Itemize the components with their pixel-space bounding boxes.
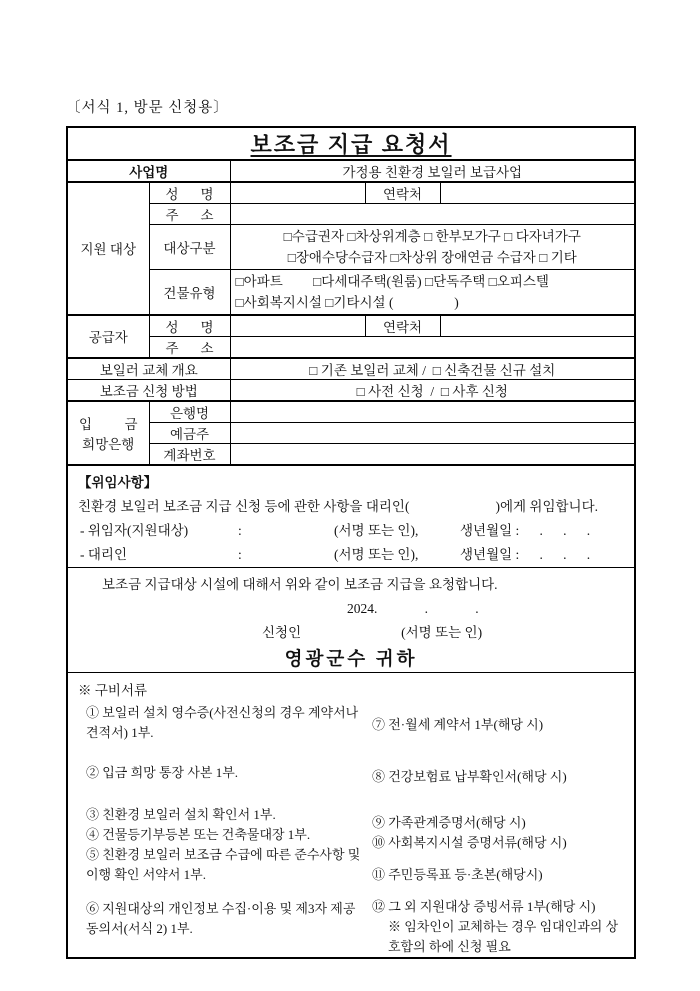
building-type-label: 건물유형 [149,270,230,315]
bank-name-label: 은행명 [149,401,230,423]
bank-group-line-1: 입 금 [79,416,138,432]
form-title: 보조금 지급 요청서 [250,132,452,157]
delegator-birthdate-label: 생년월일 : [460,522,520,538]
document-item-12: ⑫ 그 외 지원대상 증빙서류 1부(해당 시) [372,898,596,914]
recipient-name-label: 성 명 [149,182,230,204]
agent-row [78,543,626,567]
supplier-address-value [230,336,635,358]
addressee: 영광군수 귀하 [284,649,418,670]
supplier-contact-value [440,315,635,337]
building-type-options [230,270,635,315]
form-number-label: 〔서식 1, 방문 신청용〕 [66,100,229,116]
account-number-label: 계좌번호 [149,443,230,465]
bank-name-value [230,401,635,423]
document-item-7: ⑦ 전·월세 계약서 1부(해당 시) [372,716,544,732]
agent-birthdate-dots: . . . [519,546,591,562]
building-checkbox-row-1: □아파트 □다세대주택(원룸) □단독주택 □오피스텔 [235,273,549,289]
project-name-value: 가정용 친환경 보일러 보급사업 [230,160,635,182]
agent-colon: : [238,546,242,562]
request-date: 2024. . . [347,600,479,616]
apply-method-options: □ 사전 신청 / □ 사후 신청 [230,379,635,401]
project-name-label: 사업명 [67,160,230,182]
supplier-contact-label: 연락처 [365,315,440,337]
delegator-colon: : [238,522,242,538]
recipient-address-value [230,204,635,225]
supplier-group-label: 공급자 [67,315,149,358]
supplier-name-label: 성 명 [149,315,230,337]
delegation-body [78,495,626,519]
document-item-8: ⑧ 건강보험료 납부확인서(해당 시) [372,768,567,784]
agent-sign-label: (서명 또는 인), [334,546,419,562]
document-item-4: ④ 건물등기부등본 또는 건축물대장 1부. [86,826,311,842]
agent-birthdate-label: 생년월일 : [460,546,520,562]
agent-label: - 대리인 [80,546,127,562]
applicant-label: 신청인 [262,624,302,640]
category-checkbox-row-1: □수급권자 □차상위계층 □ 한부모가구 □ 다자녀가구 [283,229,581,244]
document-item-12-note: ※ 임차인이 교체하는 경우 임대인과의 상호합의 하에 신청 필요 [388,918,619,954]
delegation-section [67,465,635,568]
bank-group-label [67,401,149,465]
document-item-9: ⑨ 가족관계증명서(해당 시) [372,814,526,830]
delegator-birthdate-dots: . . . [519,522,591,538]
recipient-contact-label: 연락처 [365,182,440,204]
category-checkbox-row-2: □장애수당수급자 □차상위 장애연금 수급자 □ 기타 [287,250,577,265]
request-section [67,567,635,672]
applicant-row [68,621,634,645]
document-item-11: ⑪ 주민등록표 등·초본(해당시) [372,866,543,882]
delegator-row [78,519,626,543]
building-checkbox-row-2: □사회복지시설 □기타시설 ( ) [235,294,459,310]
account-holder-label: 예금주 [149,422,230,443]
delegator-label: - 위임자(지원대상) [80,522,189,538]
account-number-value [230,443,635,465]
recipient-group-label: 지원 대상 [67,182,149,315]
recipient-name-value [230,182,365,204]
document-item-3: ③ 친환경 보일러 설치 확인서 1부. [86,806,276,822]
document-item-6: ⑥ 지원대상의 개인정보 수집·이용 및 제3자 제공동의서(서식 2) 1부. [86,900,356,936]
required-documents-section [67,672,635,958]
delegation-body-suffix: )에게 위임합니다. [495,498,598,514]
recipient-address-label: 주 소 [149,204,230,225]
recipient-contact-value [440,182,635,204]
document-item-1: ① 보일러 설치 영수증(사전신청의 경우 계약서나 견적서) 1부. [86,704,359,740]
form-title-cell [67,127,635,160]
delegation-header: 【위임사항】 [78,474,158,490]
supplier-address-label: 주 소 [149,336,230,358]
document-item-2: ② 입금 희망 통장 사본 1부. [86,764,239,780]
documents-columns [78,703,626,957]
account-holder-value [230,422,635,443]
delegation-body-prefix: 친환경 보일러 보조금 지급 신청 등에 관한 사항을 대리인( [78,498,410,514]
recipient-category-options [230,225,635,270]
recipient-category-label: 대상구분 [149,225,230,270]
supplier-name-value [230,315,365,337]
document-item-5: ⑤ 친환경 보일러 보조금 수급에 따른 준수사항 및 이행 확인 서약서 1부. [86,846,361,882]
delegator-sign-label: (서명 또는 인), [334,522,419,538]
apply-method-label: 보조금 신청 방법 [67,379,230,401]
bank-group-line-2: 희망은행 [82,436,135,452]
documents-right-column [362,703,626,957]
documents-left-column [86,703,362,957]
subsidy-request-form [66,126,636,959]
applicant-sign-label: (서명 또는 인) [401,624,483,640]
document-item-10: ⑩ 사회복지시설 증명서류(해당 시) [372,834,567,850]
required-documents-header: ※ 구비서류 [78,682,148,698]
boiler-replacement-options: □ 기존 보일러 교체 / □ 신축건물 신규 설치 [230,358,635,380]
boiler-replacement-label: 보일러 교체 개요 [67,358,230,380]
request-statement: 보조금 지급대상 시설에 대해서 위와 같이 보조금 지급을 요청합니다. [102,576,498,592]
